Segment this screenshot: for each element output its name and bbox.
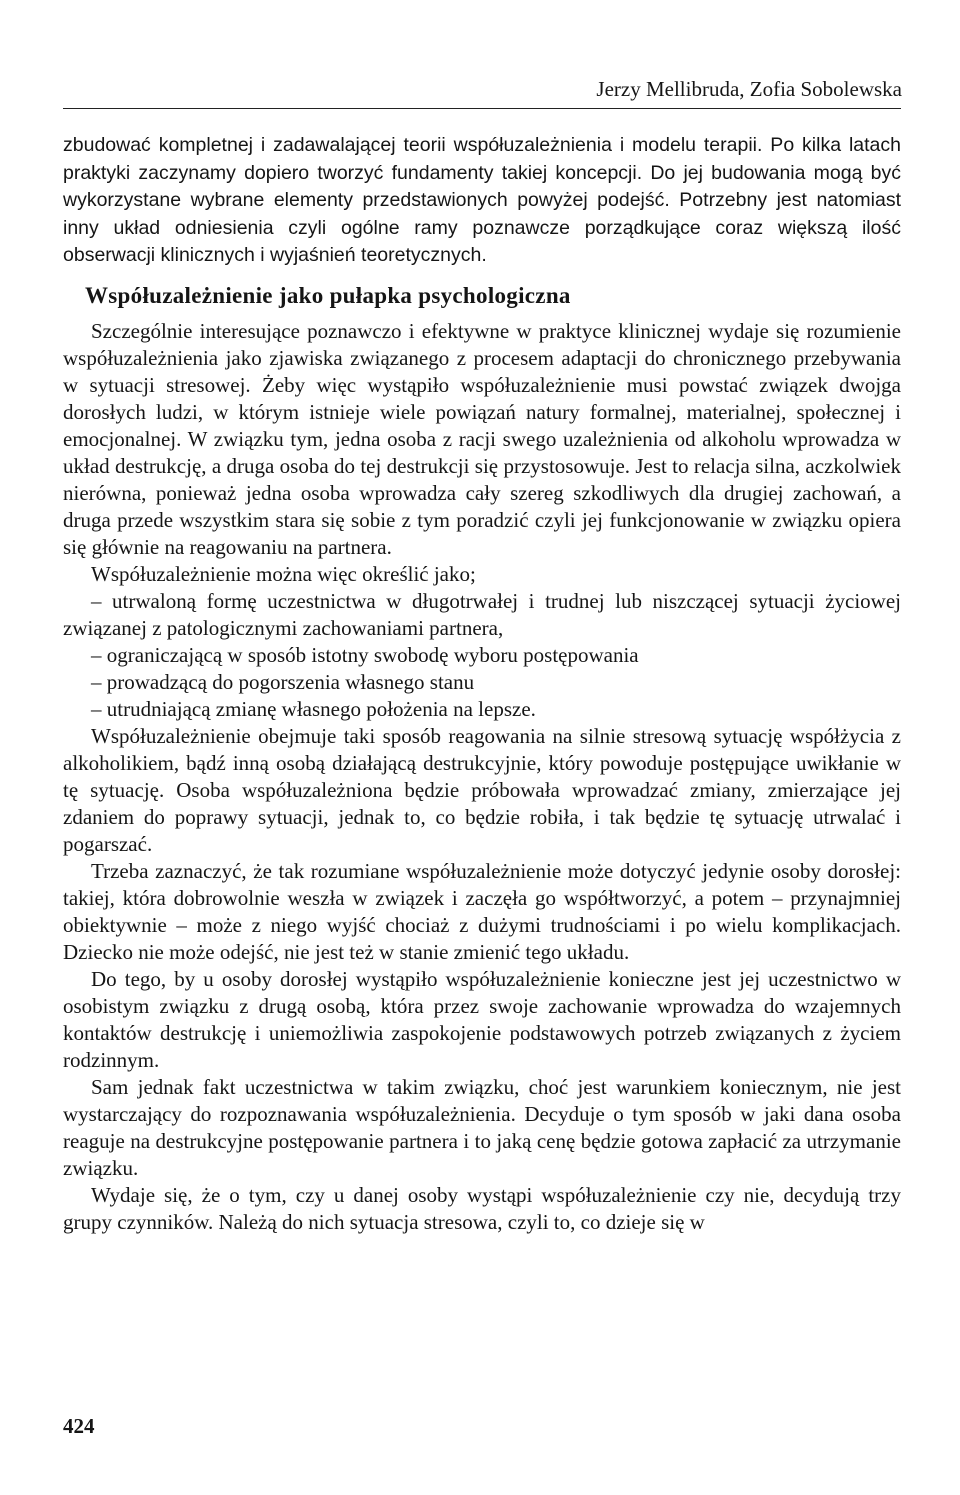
body-paragraph: Sam jednak fakt uczestnictwa w takim związku, choć jest warunkiem koniecznym, nie jest wystarczający do rozpoznawania współuzależnienia. Decyduje o tym sposób w jaki dana osoba reaguje na destrukcyjne postępowanie partnera i to jaką cenę będzie gotowa zapłacić za utrzymanie związku. bbox=[63, 1074, 901, 1180]
running-header-authors: Jerzy Mellibruda, Zofia Sobolewska bbox=[596, 77, 902, 101]
body-paragraph: Współuzależnienie obejmuje taki sposób reagowania na silnie stresową sytuację współżycia z alkoholikiem, bądź inną osobą działającą destrukcyjnie, który powoduje postępujące uwikłanie w tę sytuację. Osoba współuzależniona będzie próbowała wprowadzać zmiany, zmierzające jej zdaniem do poprawy sytuacji, jednak to, co będzie robiła, i tak będzie tę sytuację utrwalać i pogarszać. bbox=[63, 723, 901, 856]
body-paragraph: Trzeba zaznaczyć, że tak rozumiane współuzależnienie może dotyczyć jedynie osoby dorosłej: takiej, która dobrowolnie weszła w związek i zaczęła go współtworzyć, a potem – przynajmniej obiektywnie – może z niego wyjść chociaż z dużymi trudnościami i po wielu komplikacjach. Dziecko nie może odejść, nie jest też w stanie zmienić tego układu. bbox=[63, 858, 901, 964]
page-number: 424 bbox=[63, 1414, 95, 1438]
header-rule bbox=[63, 108, 901, 109]
body-paragraph: Szczególnie interesujące poznawczo i efektywne w praktyce klinicznej wydaje się rozumienie współuzależnienia jako zjawiska związanego z procesem adaptacji do chronicznego przebywania w sytuacji stresowej. Żeby więc wystąpiło współuzależnienie musi powstać związek dwojga dorosłych ludzi, w którym istnieje wiele powiązań natury formalnej, materialnej, społecznej i emocjonalnej. W związku tym, jedna osoba z racji swego uzależnienia od alkoholu wprowadza w układ destrukcję, a druga osoba do tej destrukcji się przystosowuje. Jest to relacja silna, aczkolwiek nierówna, ponieważ jedna osoba wprowadza cały szereg szkodliwych dla drugiej zachowań, a druga przede wszystkim stara się sobie z tym poradzić czyli jej funkcjonowanie w związku opiera się głównie na reagowaniu na partnera. bbox=[63, 318, 901, 559]
body-paragraph: Wydaje się, że o tym, czy u danej osoby wystąpi współuzależnienie czy nie, decydują trzy grupy czynników. Należą do nich sytuacja stresowa, czyli to, co dzieje się w bbox=[63, 1182, 901, 1234]
dash-list-item: – prowadzącą do pogorszenia własnego stanu bbox=[91, 669, 475, 694]
page-body bbox=[63, 132, 901, 1236]
intro-paragraph: zbudować kompletnej i zadawalającej teorii współuzależnienia i modelu terapii. Po kilka latach praktyki zaczynamy dopiero tworzyć fundamenty takiej koncepcji. Do jej budowania mogą być wykorzystane wybrane elementy przedstawionych powyżej podejść. Potrzebny jest natomiast inny układ odniesienia czyli ogólne ramy poznawcze porządkujące coraz większą ilość obserwacji klinicznych i wyjaśnień teoretycznych. bbox=[63, 134, 901, 266]
dash-list-item: – ograniczającą w sposób istotny swobodę wyboru postępowania bbox=[91, 642, 639, 667]
dash-list-item: – utrudniającą zmianę własnego położenia na lepsze. bbox=[91, 696, 536, 721]
body-paragraph: Współuzależnienie można więc określić jako; bbox=[91, 561, 476, 586]
body-paragraph: Do tego, by u osoby dorosłej wystąpiło współuzależnienie konieczne jest jej uczestnictwo w osobistym związku z drugą osobą, która przez swoje zachowanie wprowadza do wzajemnych kontaktów destrukcję i uniemożliwia zaspokojenie podstawowych potrzeb związanych z życiem rodzinnym. bbox=[63, 966, 901, 1072]
dash-list-item: – utrwaloną formę uczestnictwa w długotrwałej i trudnej lub niszczącej sytuacji życiowej związanej z patologicznymi zachowaniami partnera, bbox=[63, 588, 901, 640]
section-heading: Współuzależnienie jako pułapka psychologiczna bbox=[85, 282, 571, 308]
